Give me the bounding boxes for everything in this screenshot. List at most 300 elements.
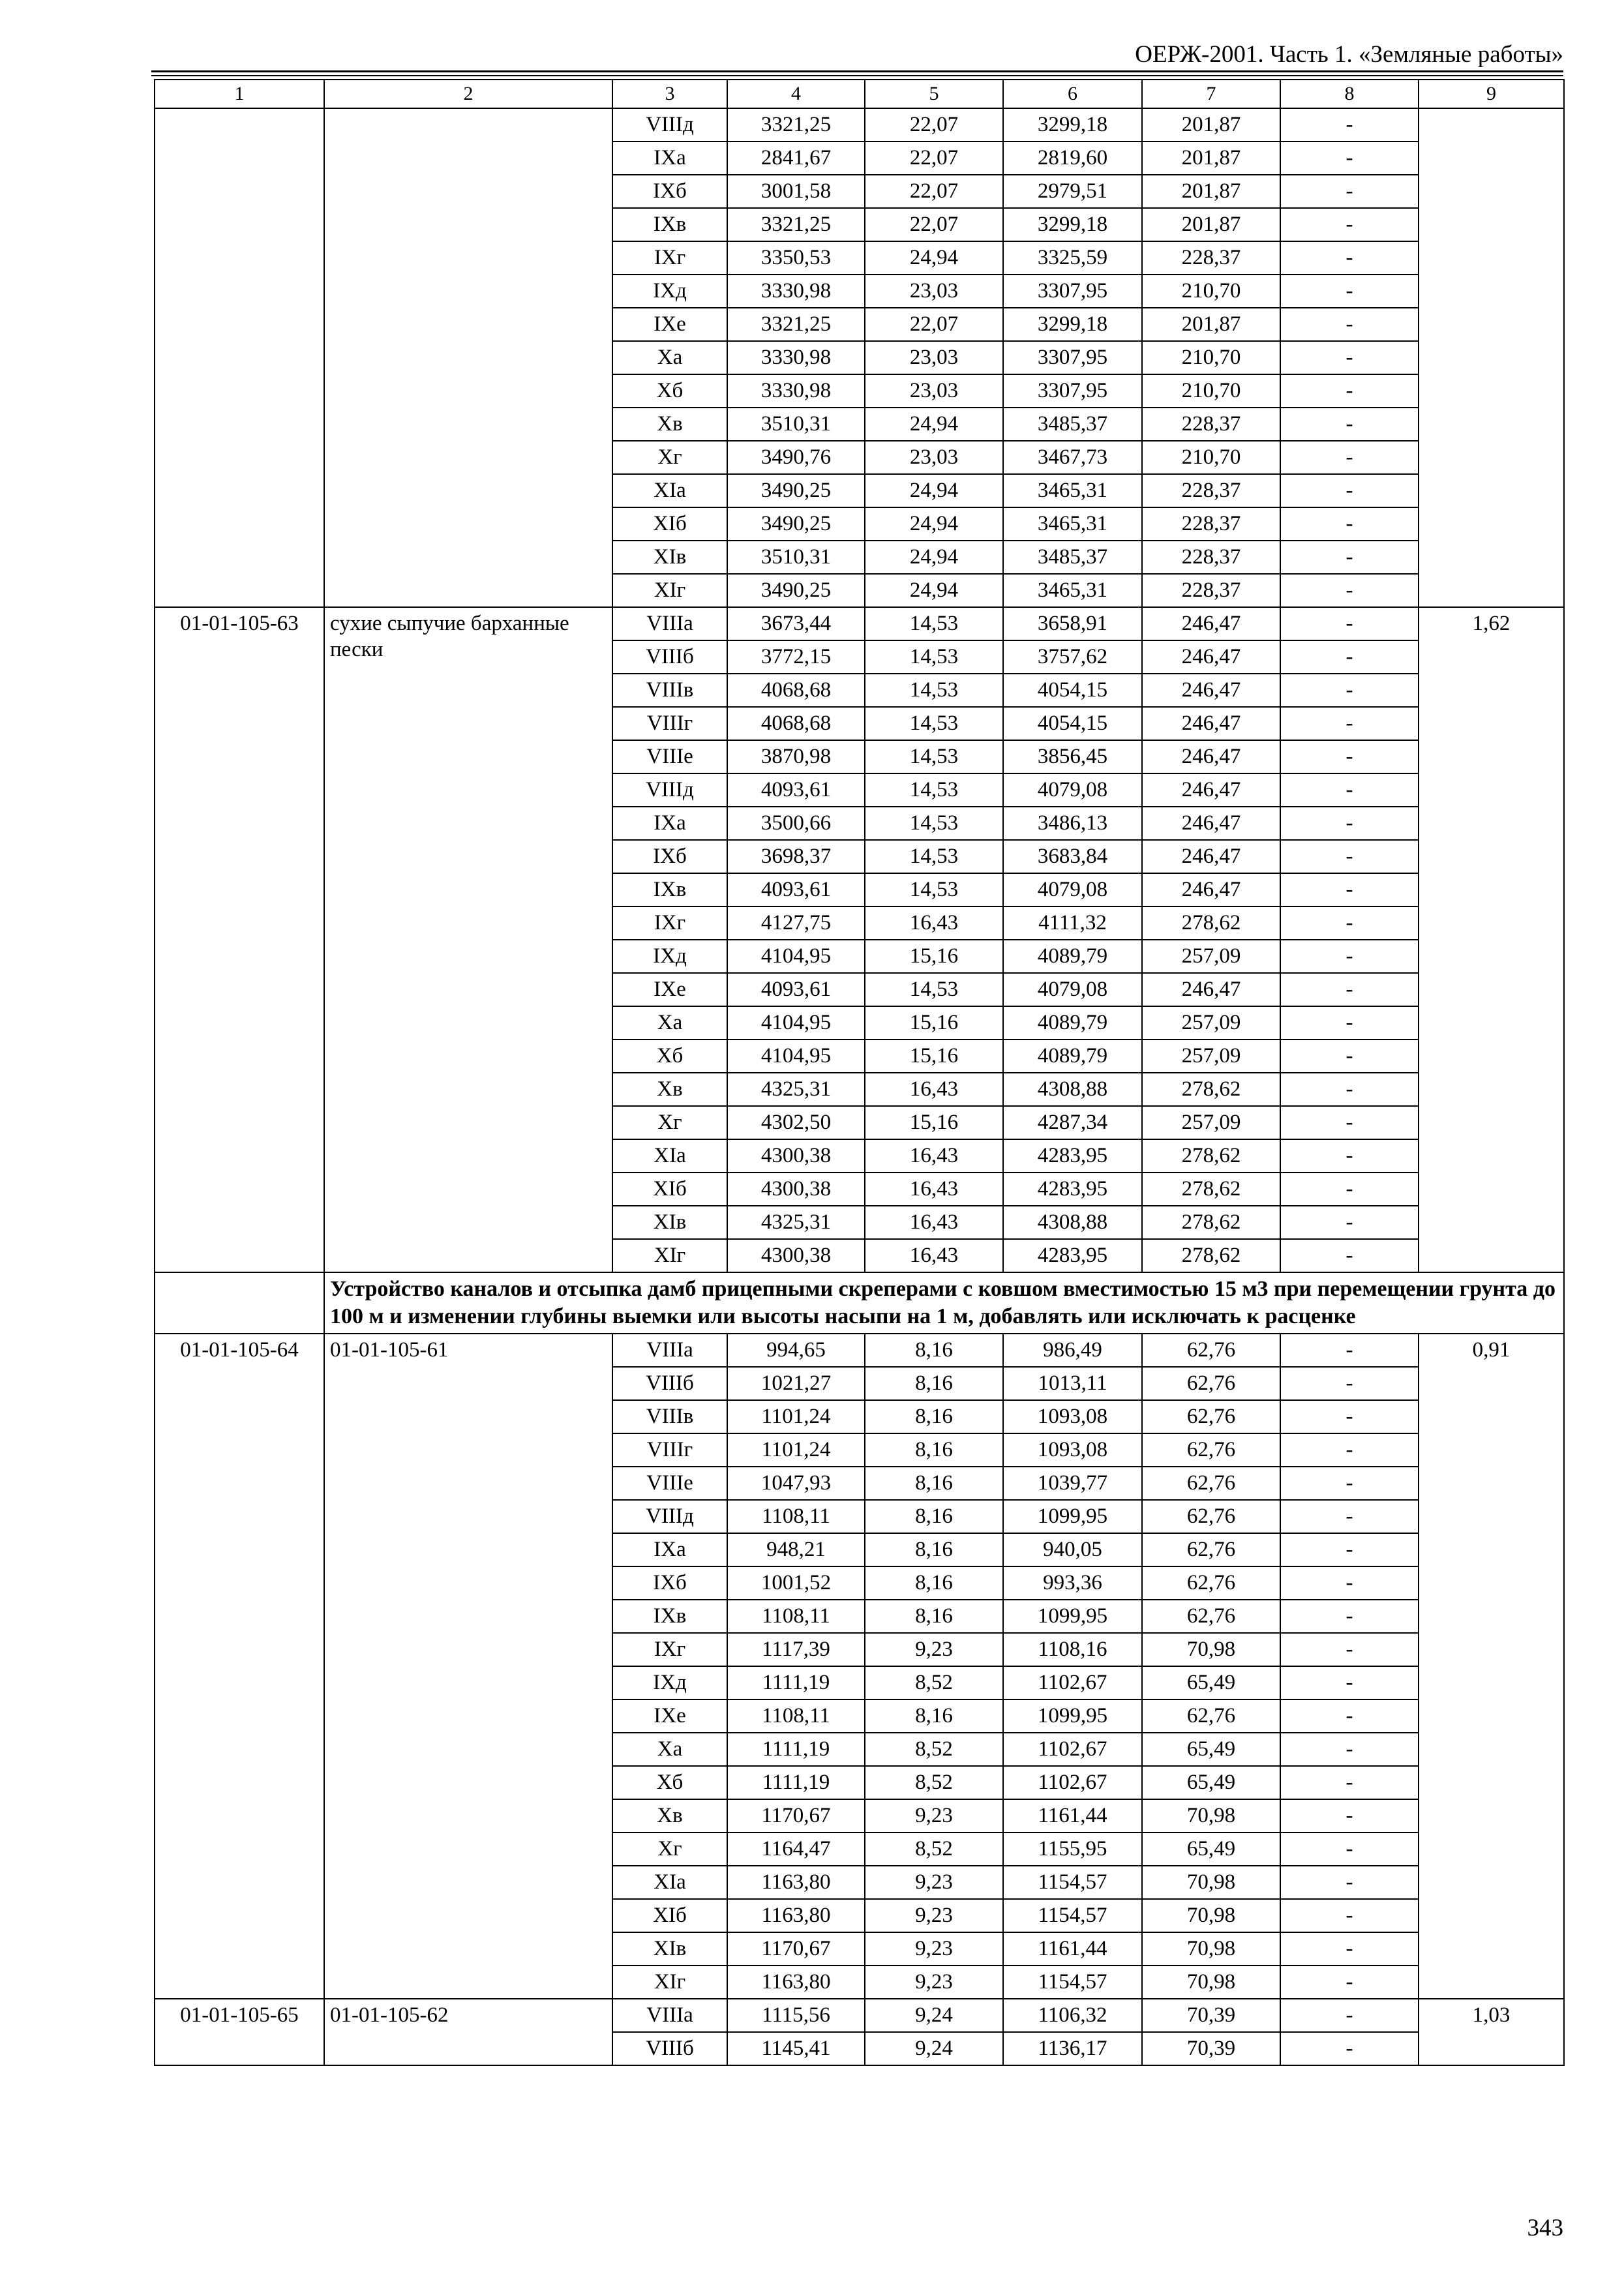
- machine-cost: 1161,44: [1003, 1932, 1142, 1966]
- soil-group: VIIIд: [612, 773, 727, 807]
- wages: 24,94: [865, 408, 1003, 441]
- machinist-wages: 70,39: [1142, 1999, 1280, 2032]
- total-cost: 1111,19: [727, 1766, 865, 1799]
- section-heading-row: [155, 1272, 1564, 1334]
- machinist-wages: 62,76: [1142, 1699, 1280, 1733]
- total-cost: 3490,25: [727, 574, 865, 607]
- labor-costs: 0,91: [1419, 1334, 1564, 1999]
- machinist-wages: 62,76: [1142, 1600, 1280, 1633]
- machinist-wages: 228,37: [1142, 507, 1280, 541]
- machine-cost: 4283,95: [1003, 1239, 1142, 1272]
- machine-cost: 4079,08: [1003, 973, 1142, 1006]
- machinist-wages: 65,49: [1142, 1666, 1280, 1699]
- wages: 22,07: [865, 108, 1003, 142]
- materials: -: [1280, 607, 1419, 640]
- total-cost: 1111,19: [727, 1666, 865, 1699]
- machinist-wages: 246,47: [1142, 707, 1280, 740]
- machine-cost: 4089,79: [1003, 940, 1142, 973]
- total-cost: 1047,93: [727, 1467, 865, 1500]
- machinist-wages: 246,47: [1142, 873, 1280, 906]
- total-cost: 3321,25: [727, 308, 865, 341]
- machinist-wages: 228,37: [1142, 574, 1280, 607]
- total-cost: 4104,95: [727, 1040, 865, 1073]
- machinist-wages: 62,76: [1142, 1367, 1280, 1400]
- machinist-wages: 62,76: [1142, 1533, 1280, 1566]
- wages: 15,16: [865, 940, 1003, 973]
- column-number: 8: [1280, 80, 1419, 108]
- machine-cost: 3485,37: [1003, 541, 1142, 574]
- machinist-wages: 210,70: [1142, 441, 1280, 474]
- machine-cost: 3465,31: [1003, 474, 1142, 507]
- header-rule: [151, 70, 1563, 72]
- machinist-wages: 246,47: [1142, 807, 1280, 840]
- total-cost: 4068,68: [727, 674, 865, 707]
- wages: 16,43: [865, 1173, 1003, 1206]
- total-cost: 1021,27: [727, 1367, 865, 1400]
- wages: 9,23: [865, 1899, 1003, 1932]
- machinist-wages: 65,49: [1142, 1733, 1280, 1766]
- machine-cost: 1013,11: [1003, 1367, 1142, 1400]
- total-cost: 1108,11: [727, 1699, 865, 1733]
- wages: 8,16: [865, 1566, 1003, 1600]
- machinist-wages: 246,47: [1142, 840, 1280, 873]
- machine-cost: 1154,57: [1003, 1866, 1142, 1899]
- machine-cost: 1102,67: [1003, 1766, 1142, 1799]
- wages: 8,16: [865, 1600, 1003, 1633]
- machine-cost: 1093,08: [1003, 1400, 1142, 1433]
- materials: -: [1280, 1699, 1419, 1733]
- wages: 14,53: [865, 840, 1003, 873]
- labor-costs: 1,03: [1419, 1999, 1564, 2065]
- wages: 8,16: [865, 1467, 1003, 1500]
- machine-cost: 1102,67: [1003, 1666, 1142, 1699]
- soil-group: VIIIа: [612, 1999, 727, 2032]
- total-cost: 4068,68: [727, 707, 865, 740]
- soil-group: Xв: [612, 1073, 727, 1106]
- materials: -: [1280, 2032, 1419, 2065]
- materials: -: [1280, 674, 1419, 707]
- machinist-wages: 228,37: [1142, 408, 1280, 441]
- machinist-wages: 210,70: [1142, 374, 1280, 408]
- soil-group: IXг: [612, 1633, 727, 1666]
- machine-cost: 4089,79: [1003, 1040, 1142, 1073]
- materials: -: [1280, 1334, 1419, 1367]
- wages: 23,03: [865, 341, 1003, 374]
- machine-cost: 3658,91: [1003, 607, 1142, 640]
- wages: 24,94: [865, 474, 1003, 507]
- materials: -: [1280, 507, 1419, 541]
- wages: 23,03: [865, 275, 1003, 308]
- materials: -: [1280, 906, 1419, 940]
- materials: -: [1280, 707, 1419, 740]
- soil-group: VIIIд: [612, 1500, 727, 1533]
- rate-code: [155, 108, 324, 607]
- materials: -: [1280, 1073, 1419, 1106]
- materials: -: [1280, 1966, 1419, 1999]
- wages: 16,43: [865, 906, 1003, 940]
- total-cost: 4127,75: [727, 906, 865, 940]
- materials: -: [1280, 474, 1419, 507]
- machinist-wages: 228,37: [1142, 541, 1280, 574]
- soil-group: IXа: [612, 807, 727, 840]
- total-cost: 3698,37: [727, 840, 865, 873]
- machinist-wages: 257,09: [1142, 1006, 1280, 1040]
- soil-group: IXв: [612, 208, 727, 241]
- machinist-wages: 228,37: [1142, 474, 1280, 507]
- soil-group: Xв: [612, 408, 727, 441]
- materials: -: [1280, 308, 1419, 341]
- wages: 23,03: [865, 374, 1003, 408]
- section-heading: Устройство каналов и отсыпка дамб прицепными скреперами с ковшом вместимостью 15 м3 при перемещении грунта до 100 м и изменении глубины выемки или высоты насыпи на 1 м, добавлять или исключать к расценке: [324, 1272, 1564, 1334]
- machine-cost: 1093,08: [1003, 1433, 1142, 1467]
- wages: 15,16: [865, 1040, 1003, 1073]
- total-cost: 4104,95: [727, 1006, 865, 1040]
- soil-group: IXб: [612, 175, 727, 208]
- machinist-wages: 278,62: [1142, 1173, 1280, 1206]
- soil-group: IXб: [612, 1566, 727, 1600]
- wages: 15,16: [865, 1106, 1003, 1139]
- soil-group: XIб: [612, 1899, 727, 1932]
- materials: -: [1280, 275, 1419, 308]
- materials: -: [1280, 1239, 1419, 1272]
- wages: 22,07: [865, 175, 1003, 208]
- machinist-wages: 246,47: [1142, 973, 1280, 1006]
- soil-group: XIа: [612, 474, 727, 507]
- machine-cost: 3307,95: [1003, 275, 1142, 308]
- machine-cost: 4308,88: [1003, 1206, 1142, 1239]
- soil-group: Xг: [612, 1106, 727, 1139]
- total-cost: 3321,25: [727, 208, 865, 241]
- wages: 24,94: [865, 541, 1003, 574]
- wages: 16,43: [865, 1239, 1003, 1272]
- machine-cost: 1102,67: [1003, 1733, 1142, 1766]
- materials: -: [1280, 640, 1419, 674]
- soil-group: Xб: [612, 374, 727, 408]
- section-heading-spacer: [155, 1272, 324, 1334]
- rate-code: 01-01-105-65: [155, 1999, 324, 2065]
- materials: -: [1280, 1433, 1419, 1467]
- materials: -: [1280, 1400, 1419, 1433]
- total-cost: 1101,24: [727, 1400, 865, 1433]
- total-cost: 4325,31: [727, 1206, 865, 1239]
- materials: -: [1280, 241, 1419, 275]
- work-description: 01-01-105-62: [324, 1999, 612, 2065]
- machine-cost: 1136,17: [1003, 2032, 1142, 2065]
- materials: -: [1280, 940, 1419, 973]
- total-cost: 3330,98: [727, 374, 865, 408]
- machinist-wages: 278,62: [1142, 1139, 1280, 1173]
- machine-cost: 3683,84: [1003, 840, 1142, 873]
- machinist-wages: 62,76: [1142, 1433, 1280, 1467]
- total-cost: 1001,52: [727, 1566, 865, 1600]
- materials: -: [1280, 108, 1419, 142]
- materials: -: [1280, 1633, 1419, 1666]
- machine-cost: 3486,13: [1003, 807, 1142, 840]
- soil-group: IXа: [612, 142, 727, 175]
- machine-cost: 3299,18: [1003, 308, 1142, 341]
- wages: 22,07: [865, 208, 1003, 241]
- materials: -: [1280, 1533, 1419, 1566]
- materials: -: [1280, 574, 1419, 607]
- column-number: 9: [1419, 80, 1564, 108]
- soil-group: IXд: [612, 940, 727, 973]
- materials: -: [1280, 1833, 1419, 1866]
- machinist-wages: 257,09: [1142, 1106, 1280, 1139]
- machine-cost: 4089,79: [1003, 1006, 1142, 1040]
- machine-cost: 3299,18: [1003, 108, 1142, 142]
- table-row: [155, 108, 1564, 142]
- soil-group: IXд: [612, 1666, 727, 1699]
- wages: 14,53: [865, 740, 1003, 773]
- soil-group: XIа: [612, 1139, 727, 1173]
- wages: 9,23: [865, 1633, 1003, 1666]
- machinist-wages: 62,76: [1142, 1566, 1280, 1600]
- wages: 24,94: [865, 574, 1003, 607]
- total-cost: 4093,61: [727, 773, 865, 807]
- soil-group: VIIIб: [612, 640, 727, 674]
- total-cost: 3500,66: [727, 807, 865, 840]
- machine-cost: 1161,44: [1003, 1799, 1142, 1833]
- machine-cost: 3465,31: [1003, 574, 1142, 607]
- soil-group: VIIIв: [612, 1400, 727, 1433]
- soil-group: Xа: [612, 1006, 727, 1040]
- machinist-wages: 70,98: [1142, 1966, 1280, 1999]
- machine-cost: 4054,15: [1003, 707, 1142, 740]
- soil-group: IXе: [612, 973, 727, 1006]
- soil-group: VIIIг: [612, 707, 727, 740]
- machine-cost: 1099,95: [1003, 1699, 1142, 1733]
- wages: 8,52: [865, 1833, 1003, 1866]
- materials: -: [1280, 1566, 1419, 1600]
- materials: -: [1280, 441, 1419, 474]
- rate-code: 01-01-105-63: [155, 607, 324, 1272]
- soil-group: XIв: [612, 1932, 727, 1966]
- machinist-wages: 278,62: [1142, 1206, 1280, 1239]
- wages: 8,16: [865, 1433, 1003, 1467]
- soil-group: IXе: [612, 1699, 727, 1733]
- soil-group: VIIIа: [612, 607, 727, 640]
- wages: 22,07: [865, 308, 1003, 341]
- total-cost: 3870,98: [727, 740, 865, 773]
- materials: -: [1280, 1500, 1419, 1533]
- machinist-wages: 246,47: [1142, 640, 1280, 674]
- total-cost: 3321,25: [727, 108, 865, 142]
- machine-cost: 4287,34: [1003, 1106, 1142, 1139]
- machinist-wages: 278,62: [1142, 906, 1280, 940]
- soil-group: IXв: [612, 1600, 727, 1633]
- total-cost: 1145,41: [727, 2032, 865, 2065]
- total-cost: 1163,80: [727, 1966, 865, 1999]
- machinist-wages: 62,76: [1142, 1467, 1280, 1500]
- materials: -: [1280, 807, 1419, 840]
- total-cost: 4093,61: [727, 973, 865, 1006]
- machine-cost: 2979,51: [1003, 175, 1142, 208]
- soil-group: XIв: [612, 1206, 727, 1239]
- soil-group: IXг: [612, 241, 727, 275]
- header-rule-thin: [151, 75, 1563, 76]
- wages: 14,53: [865, 773, 1003, 807]
- materials: -: [1280, 142, 1419, 175]
- materials: -: [1280, 1040, 1419, 1073]
- soil-group: Xг: [612, 441, 727, 474]
- machine-cost: 1106,32: [1003, 1999, 1142, 2032]
- total-cost: 3510,31: [727, 408, 865, 441]
- wages: 8,16: [865, 1400, 1003, 1433]
- machinist-wages: 70,39: [1142, 2032, 1280, 2065]
- column-number: 2: [324, 80, 612, 108]
- materials: -: [1280, 1467, 1419, 1500]
- table-row: [155, 1999, 1564, 2032]
- machinist-wages: 246,47: [1142, 740, 1280, 773]
- wages: 14,53: [865, 640, 1003, 674]
- materials: -: [1280, 1899, 1419, 1932]
- machine-cost: 3467,73: [1003, 441, 1142, 474]
- total-cost: 1163,80: [727, 1899, 865, 1932]
- wages: 24,94: [865, 507, 1003, 541]
- wages: 16,43: [865, 1139, 1003, 1173]
- column-number: 5: [865, 80, 1003, 108]
- materials: -: [1280, 341, 1419, 374]
- machine-cost: 986,49: [1003, 1334, 1142, 1367]
- machine-cost: 993,36: [1003, 1566, 1142, 1600]
- machinist-wages: 70,98: [1142, 1899, 1280, 1932]
- total-cost: 4325,31: [727, 1073, 865, 1106]
- wages: 16,43: [865, 1073, 1003, 1106]
- materials: -: [1280, 1799, 1419, 1833]
- materials: -: [1280, 773, 1419, 807]
- total-cost: 4300,38: [727, 1173, 865, 1206]
- wages: 9,23: [865, 1932, 1003, 1966]
- materials: -: [1280, 840, 1419, 873]
- soil-group: VIIIе: [612, 1467, 727, 1500]
- total-cost: 1170,67: [727, 1932, 865, 1966]
- materials: -: [1280, 1206, 1419, 1239]
- soil-group: VIIIе: [612, 740, 727, 773]
- column-number: 7: [1142, 80, 1280, 108]
- soil-group: XIг: [612, 1239, 727, 1272]
- soil-group: Xа: [612, 341, 727, 374]
- column-number-row: [155, 80, 1564, 108]
- materials: -: [1280, 1106, 1419, 1139]
- total-cost: 1164,47: [727, 1833, 865, 1866]
- total-cost: 1111,19: [727, 1733, 865, 1766]
- machinist-wages: 70,98: [1142, 1866, 1280, 1899]
- total-cost: 3772,15: [727, 640, 865, 674]
- materials: -: [1280, 1006, 1419, 1040]
- labor-costs: [1419, 108, 1564, 607]
- soil-group: IXа: [612, 1533, 727, 1566]
- machinist-wages: 62,76: [1142, 1334, 1280, 1367]
- column-number: 3: [612, 80, 727, 108]
- wages: 9,24: [865, 2032, 1003, 2065]
- total-cost: 3490,25: [727, 474, 865, 507]
- machinist-wages: 201,87: [1142, 142, 1280, 175]
- machine-cost: 3307,95: [1003, 374, 1142, 408]
- wages: 9,23: [865, 1866, 1003, 1899]
- soil-group: IXе: [612, 308, 727, 341]
- machinist-wages: 70,98: [1142, 1633, 1280, 1666]
- wages: 14,53: [865, 607, 1003, 640]
- total-cost: 1108,11: [727, 1600, 865, 1633]
- machine-cost: 3485,37: [1003, 408, 1142, 441]
- soil-group: IXв: [612, 873, 727, 906]
- machine-cost: 1099,95: [1003, 1600, 1142, 1633]
- machine-cost: 1099,95: [1003, 1500, 1142, 1533]
- wages: 14,53: [865, 807, 1003, 840]
- machine-cost: 3465,31: [1003, 507, 1142, 541]
- machine-cost: 1154,57: [1003, 1966, 1142, 1999]
- soil-group: IXб: [612, 840, 727, 873]
- machine-cost: 4283,95: [1003, 1139, 1142, 1173]
- wages: 14,53: [865, 973, 1003, 1006]
- machinist-wages: 246,47: [1142, 773, 1280, 807]
- machinist-wages: 210,70: [1142, 341, 1280, 374]
- materials: -: [1280, 1766, 1419, 1799]
- total-cost: 4300,38: [727, 1239, 865, 1272]
- materials: -: [1280, 1173, 1419, 1206]
- total-cost: 4104,95: [727, 940, 865, 973]
- machine-cost: 1108,16: [1003, 1633, 1142, 1666]
- wages: 24,94: [865, 241, 1003, 275]
- total-cost: 1101,24: [727, 1433, 865, 1467]
- wages: 8,52: [865, 1766, 1003, 1799]
- machinist-wages: 62,76: [1142, 1500, 1280, 1533]
- total-cost: 3001,58: [727, 175, 865, 208]
- soil-group: XIг: [612, 574, 727, 607]
- machinist-wages: 70,98: [1142, 1932, 1280, 1966]
- work-description: сухие сыпучие барханные пески: [324, 607, 612, 1272]
- soil-group: IXд: [612, 275, 727, 308]
- soil-group: XIг: [612, 1966, 727, 1999]
- machinist-wages: 210,70: [1142, 275, 1280, 308]
- total-cost: 4300,38: [727, 1139, 865, 1173]
- materials: -: [1280, 1999, 1419, 2032]
- machine-cost: 3307,95: [1003, 341, 1142, 374]
- soil-group: IXг: [612, 906, 727, 940]
- machinist-wages: 246,47: [1142, 607, 1280, 640]
- price-table: [154, 79, 1565, 2066]
- total-cost: 3490,76: [727, 441, 865, 474]
- machine-cost: 1154,57: [1003, 1899, 1142, 1932]
- materials: -: [1280, 1866, 1419, 1899]
- soil-group: VIIIа: [612, 1334, 727, 1367]
- materials: -: [1280, 973, 1419, 1006]
- soil-group: XIб: [612, 1173, 727, 1206]
- soil-group: XIв: [612, 541, 727, 574]
- machine-cost: 3856,45: [1003, 740, 1142, 773]
- materials: -: [1280, 408, 1419, 441]
- soil-group: VIIIб: [612, 1367, 727, 1400]
- machine-cost: 3325,59: [1003, 241, 1142, 275]
- total-cost: 3350,53: [727, 241, 865, 275]
- soil-group: XIа: [612, 1866, 727, 1899]
- machinist-wages: 70,98: [1142, 1799, 1280, 1833]
- soil-group: Xб: [612, 1766, 727, 1799]
- total-cost: 3330,98: [727, 275, 865, 308]
- machine-cost: 4054,15: [1003, 674, 1142, 707]
- machine-cost: 2819,60: [1003, 142, 1142, 175]
- machinist-wages: 62,76: [1142, 1400, 1280, 1433]
- wages: 14,53: [865, 674, 1003, 707]
- wages: 8,16: [865, 1334, 1003, 1367]
- wages: 9,24: [865, 1999, 1003, 2032]
- machine-cost: 4079,08: [1003, 773, 1142, 807]
- materials: -: [1280, 1367, 1419, 1400]
- wages: 8,16: [865, 1533, 1003, 1566]
- wages: 9,23: [865, 1966, 1003, 1999]
- total-cost: 1108,11: [727, 1500, 865, 1533]
- machinist-wages: 278,62: [1142, 1073, 1280, 1106]
